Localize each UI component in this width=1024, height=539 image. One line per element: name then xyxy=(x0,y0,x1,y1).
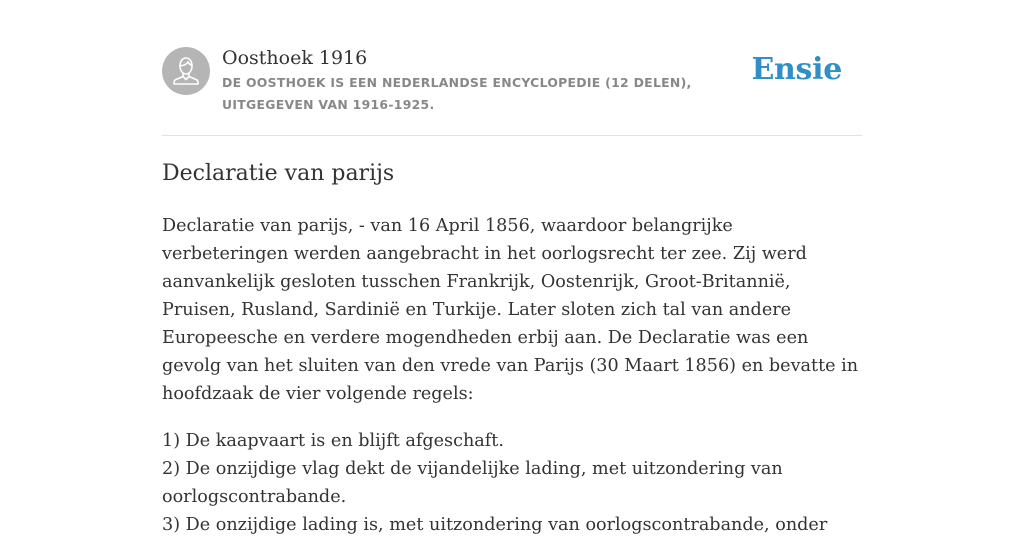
header-divider xyxy=(162,135,862,136)
list-item: 1) De kaapvaart is en blijft afgeschaft. xyxy=(162,431,504,451)
article-page xyxy=(162,0,862,535)
source-description: DE OOSTHOEK IS EEN NEDERLANDSE ENCYCLOPEDIE (12 DELEN), UITGEGEVEN VAN 1916-1925. xyxy=(222,75,692,112)
list-item: 3) De onzijdige lading is, met uitzondering van oorlogscontrabande, onder xyxy=(162,515,828,535)
list-item: 2) De onzijdige vlag dekt de vijandelijke lading, met uitzondering van oorlogscontrabande. xyxy=(162,459,783,507)
page-title: Declaratie van parijs xyxy=(162,161,395,186)
avatar[interactable] xyxy=(162,47,210,95)
user-avatar-icon xyxy=(162,47,210,95)
article-body xyxy=(162,212,862,539)
article-paragraph: Declaratie van parijs, - van 16 April 1856, waardoor belangrijke verbeteringen werden aangebracht in het oorlogsrecht ter zee. Zij werd aanvankelijk gesloten tusschen Frankrijk, Oostenrijk, Groot-Britannië, Pruisen, Rusland, Sardinië en Turkije. Later sloten zich tal van andere Europeesche en verdere mogendheden erbij aan. De Declaratie was een gevolg van het sluiten van den vrede van Parijs (30 Maart 1856) en bevatte in hoofdzaak de vier volgende regels: xyxy=(162,216,859,404)
source-header xyxy=(162,46,862,136)
rules-list xyxy=(162,427,862,539)
ensie-logo[interactable]: Ensie xyxy=(751,52,842,87)
source-name[interactable]: Oosthoek 1916 xyxy=(222,47,368,69)
